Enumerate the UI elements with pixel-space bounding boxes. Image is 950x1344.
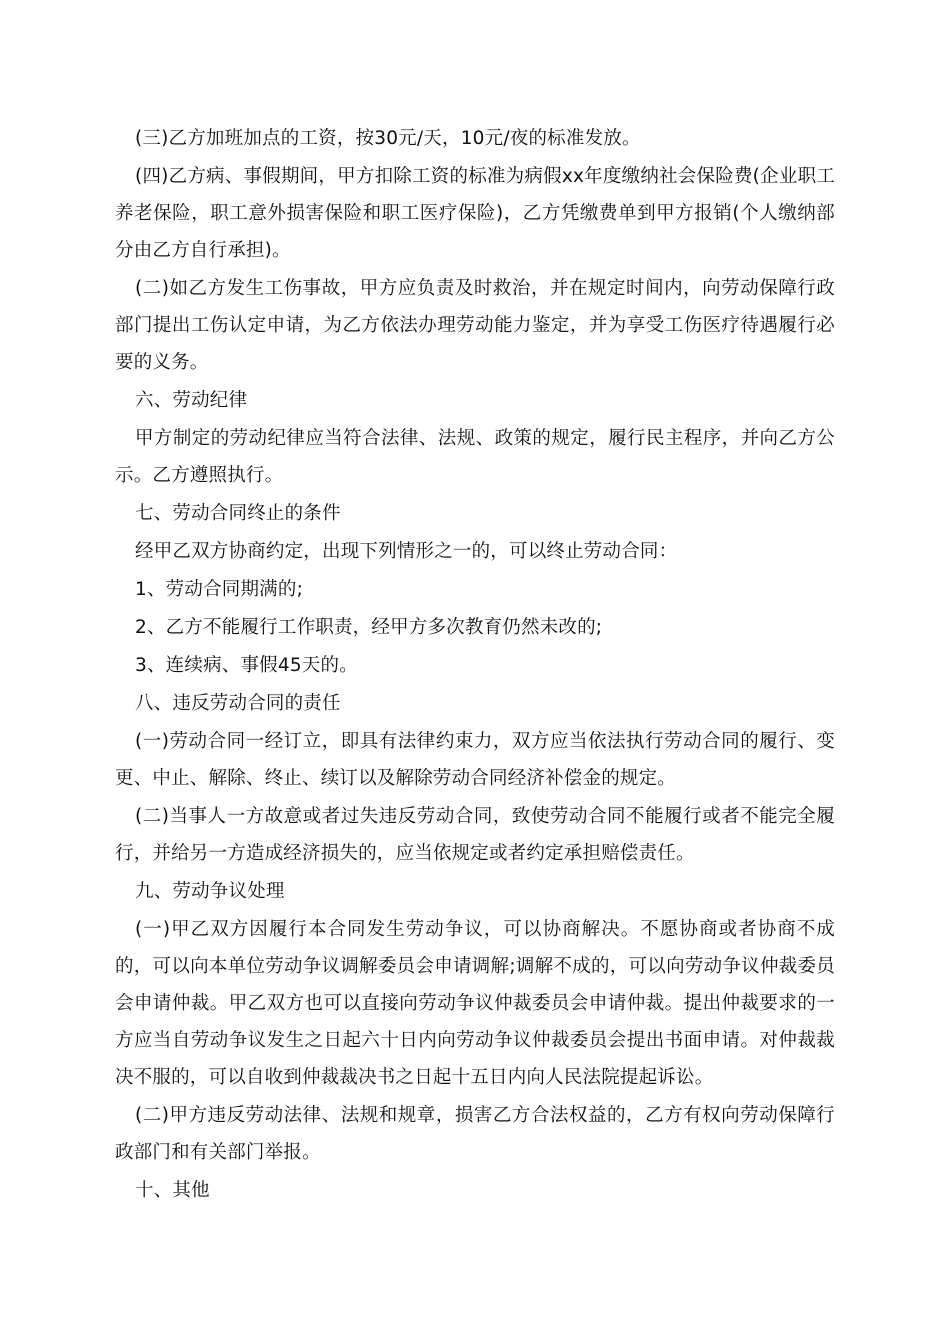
heading-other: 十、其他	[135, 1180, 210, 1201]
paragraph-termination-intro: 经甲乙双方协商约定，出现下列情形之一的，可以终止劳动合同：	[135, 541, 678, 562]
paragraph-breach-2: (二)当事人一方故意或者过失违反劳动合同，致使劳动合同不能履行或者不能完全履行，并给另一方造成经济损失的，应当依规定或者约定承担赔偿责任。	[115, 806, 835, 864]
paragraph-dispute-1: (一)甲乙双方因履行本合同发生劳动争议，可以协商解决。不愿协商或者协商不成的，可以向本单位劳动争议调解委员会申请调解;调解不成的，可以向劳动争议仲裁委员会申请仲裁。甲乙双方也可以直接向劳动争议仲裁委员会申请仲裁。提出仲裁要求的一方应当自劳动争议发生之日起六十日内向劳动争议仲裁委员会提出书面申请。对仲裁裁决不服的，可以自收到仲裁裁决书之日起十五日内向人民法院提起诉讼。	[115, 919, 835, 1088]
document-body	[115, 120, 835, 1210]
list-item-termination-1: 1、劳动合同期满的;	[135, 579, 304, 600]
paragraph-breach-1: (一)劳动合同一经订立，即具有法律约束力，双方应当依法执行劳动合同的履行、变更、中止、解除、终止、续订以及解除劳动合同经济补偿金的规定。	[115, 731, 835, 789]
paragraph-dispute-2: (二)甲方违反劳动法律、法规和规章，损害乙方合法权益的，乙方有权向劳动保障行政部门和有关部门举报。	[115, 1105, 835, 1163]
heading-dispute-handling: 九、劳动争议处理	[135, 881, 285, 902]
paragraph-overtime-pay: (三)乙方加班加点的工资，按30元/天，10元/夜的标准发放。	[135, 128, 641, 149]
paragraph-labor-discipline: 甲方制定的劳动纪律应当符合法律、法规、政策的规定，履行民主程序，并向乙方公示。乙方遵照执行。	[115, 428, 835, 486]
list-item-termination-2: 2、乙方不能履行工作职责，经甲方多次教育仍然未改的;	[135, 617, 603, 638]
heading-contract-termination: 七、劳动合同终止的条件	[135, 503, 341, 524]
heading-breach-liability: 八、违反劳动合同的责任	[135, 693, 341, 714]
paragraph-sick-leave: (四)乙方病、事假期间，甲方扣除工资的标准为病假xx年度缴纳社会保险费(企业职工养老保险，职工意外损害保险和职工医疗保险)，乙方凭缴费单到甲方报销(个人缴纳部分由乙方自行承担)。	[115, 166, 835, 261]
heading-labor-discipline: 六、劳动纪律	[135, 390, 248, 411]
list-item-termination-3: 3、连续病、事假45天的。	[135, 655, 358, 676]
paragraph-work-injury: (二)如乙方发生工伤事故，甲方应负责及时救治，并在规定时间内，向劳动保障行政部门提出工伤认定申请，为乙方依法办理劳动能力鉴定，并为享受工伤医疗待遇履行必要的义务。	[115, 278, 835, 373]
